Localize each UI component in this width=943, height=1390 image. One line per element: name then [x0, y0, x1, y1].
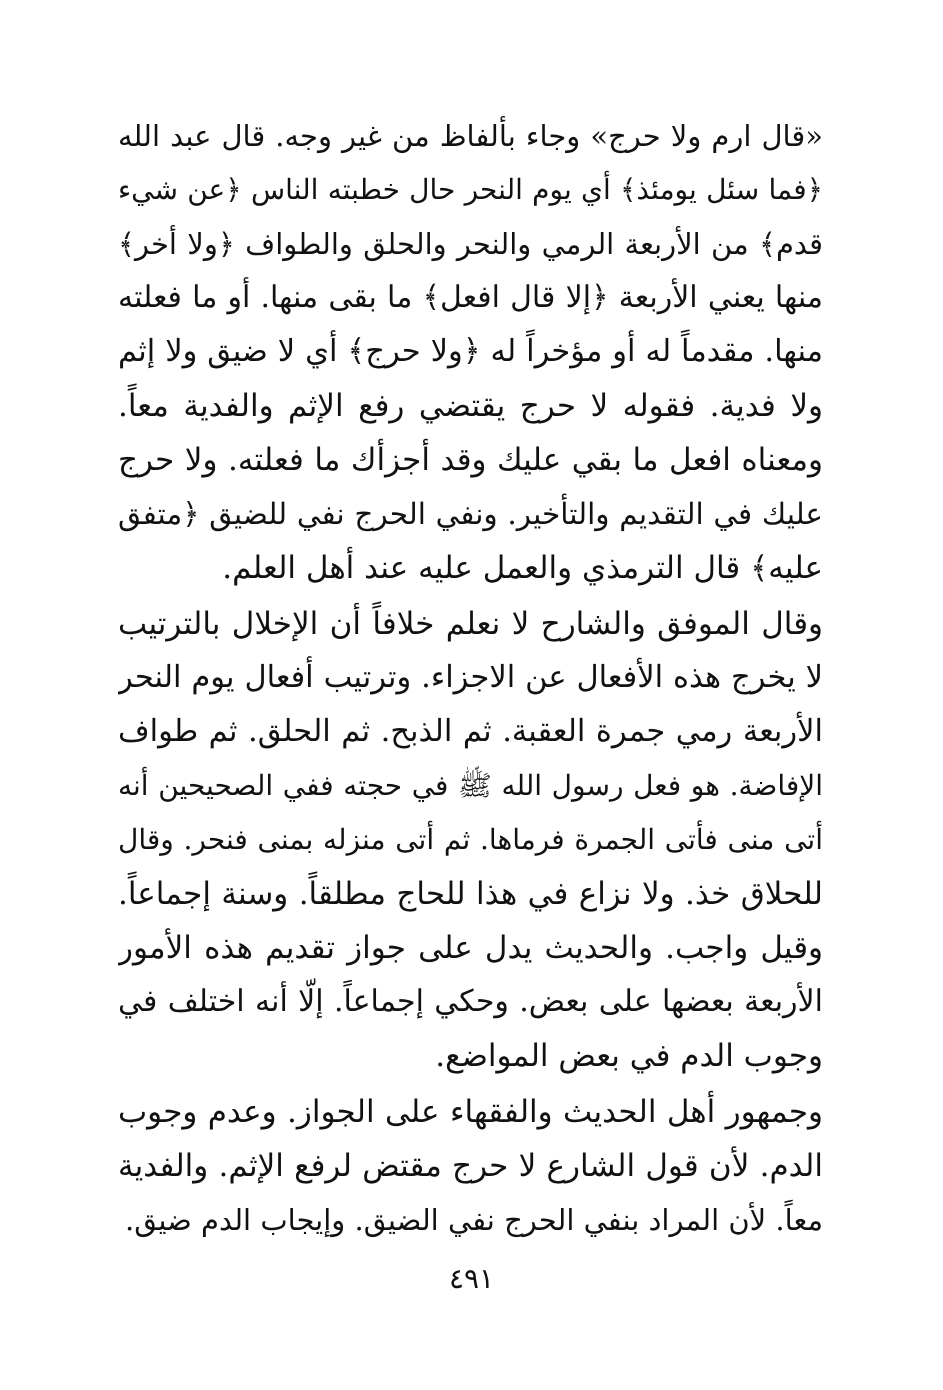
text-line: منها. مقدماً له أو مؤخراً له ﴿ولا حرج﴾ أي لا ضيق ولا إثم	[118, 334, 823, 369]
text-line: الدم. لأن قول الشارع لا حرج مقتض لرفع الإثم. والفدية	[118, 1148, 823, 1184]
text-line: الإفاضة. هو فعل رسول الله ﷺ في حجته ففي الصحيحين أنه	[118, 769, 823, 802]
text-line: عليه﴾ قال الترمذي والعمل عليه عند أهل العلم.	[222, 550, 823, 586]
text-line: أتى منى فأتى الجمرة فرماها. ثم أتى منزله بمنى فنحر. وقال	[118, 823, 823, 856]
text-line: للحلاق خذ. ولا نزاع في هذا للحاج مطلقاً. وسنة إجماعاً.	[118, 876, 823, 912]
paragraph-2	[118, 597, 823, 1083]
text-line: وجمهور أهل الحديث والفقهاء على الجواز. وعدم وجوب	[118, 1094, 823, 1130]
text-line: وقال الموفق والشارح لا نعلم خلافاً أن الإخلال بالترتيب	[118, 606, 823, 642]
text-line: وقيل واجب. والحديث يدل على جواز تقديم هذه الأمور	[118, 930, 823, 966]
text-line: قدم﴾ من الأربعة الرمي والنحر والحلق والطواف ﴿ولا أخر﴾	[118, 227, 823, 261]
text-line: ومعناه افعل ما بقي عليك وقد أجزأك ما فعلته. ولا حرج	[118, 442, 823, 478]
text-line: «قال ارم ولا حرج» وجاء بألفاظ من غير وجه. قال عبد الله	[118, 119, 823, 153]
text-line: معاً. لأن المراد بنفي الحرج نفي الضيق. وإيجاب الدم ضيق.	[125, 1203, 823, 1237]
text-line: منها يعني الأربعة ﴿إلا قال افعل﴾ ما بقى منها. أو ما فعلته	[118, 280, 823, 315]
text-line: لا يخرج هذه الأفعال عن الاجزاء. وترتيب أفعال يوم النحر	[118, 660, 823, 695]
text-line: الأربعة بعضها على بعض. وحكي إجماعاً. إلّا أنه اختلف في	[118, 984, 823, 1019]
text-line: وجوب الدم في بعض المواضع.	[435, 1038, 823, 1074]
text-line: الأربعة رمي جمرة العقبة. ثم الذبح. ثم الحلق. ثم طواف	[118, 714, 823, 749]
text-line: ﴿فما سئل يومئذ﴾ أي يوم النحر حال خطبته الناس ﴿عن شيء	[118, 173, 823, 206]
paragraph-1	[118, 109, 823, 595]
text-line: ولا فدية. فقوله لا حرج يقتضي رفع الإثم والفدية معاً.	[118, 388, 823, 424]
text-line: عليك في التقديم والتأخير. ونفي الحرج نفي للضيق ﴿متفق	[118, 497, 823, 531]
paragraph-3	[118, 1085, 823, 1247]
page-number: ٤٩١	[448, 1262, 495, 1295]
